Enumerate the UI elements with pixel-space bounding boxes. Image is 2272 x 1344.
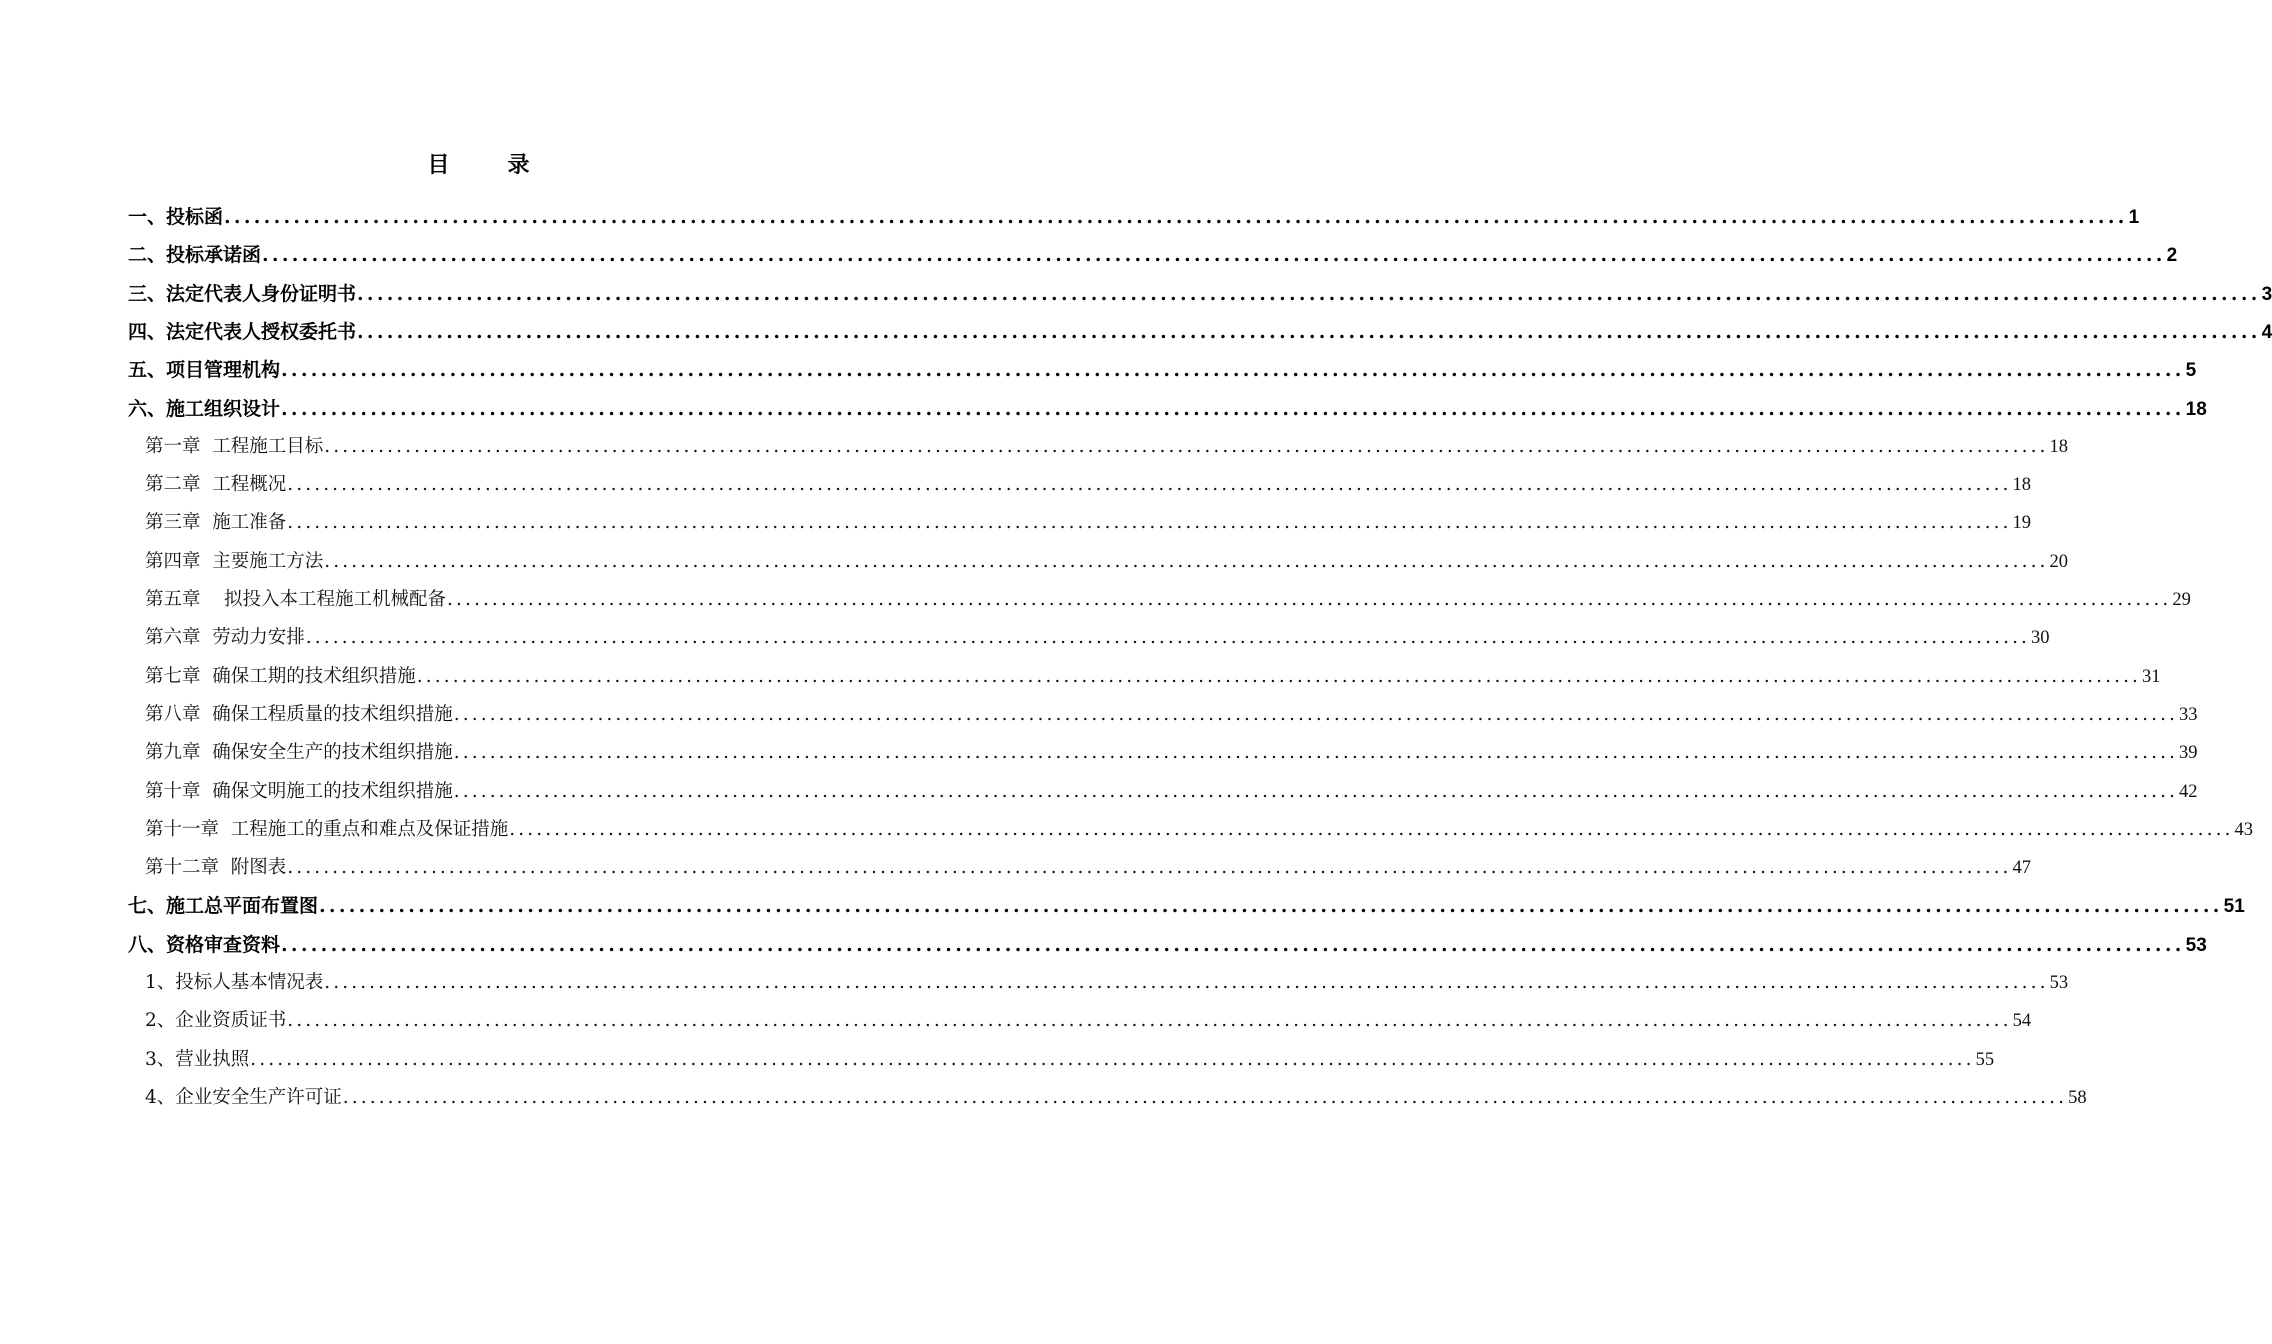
toc-entry-label: 三、法定代表人身份证明书 — [128, 282, 357, 305]
toc-entry[interactable] — [145, 623, 2050, 653]
toc-entry-label: 五、项目管理机构 — [128, 359, 281, 382]
toc-entry-label: 1、投标人基本情况表 — [145, 972, 324, 993]
toc-entry[interactable] — [145, 1083, 2087, 1113]
toc-entry-label: 第二章 工程概况 — [145, 474, 287, 496]
toc-entry[interactable] — [145, 853, 2032, 883]
toc-entry[interactable] — [145, 1006, 2032, 1036]
toc-entry[interactable] — [145, 470, 2032, 500]
toc-page-number: 58 — [2068, 1087, 2087, 1108]
toc-leader-dots: ................................................................................................................................................................................................ — [509, 818, 2234, 840]
toc-leader-dots: ................................................................................................................................................................................................ — [342, 1086, 2068, 1108]
toc-entry-label: 2、企业资质证书 — [145, 1010, 287, 1032]
toc-page-number: 51 — [2223, 896, 2245, 918]
toc-leader-dots: ................................................................................................................................................................................................ — [453, 742, 2179, 764]
toc-page-number: 1 — [2128, 207, 2140, 228]
toc-leader-dots: ................................................................................................................................................................................................ — [324, 435, 2049, 457]
toc-page-number: 53 — [2185, 934, 2207, 956]
toc-page-number: 18 — [2012, 475, 2032, 496]
toc-leader-dots: ................................................................................................................................................................................................ — [319, 895, 2223, 918]
toc-entry-label: 第六章 劳动力安排 — [145, 627, 305, 649]
toc-page-number: 43 — [2234, 819, 2254, 840]
toc-page-number: 31 — [2142, 666, 2161, 687]
toc-entry-label: 第八章 确保工程质量的技术组织措施 — [145, 703, 453, 725]
toc-entry[interactable] — [145, 700, 2198, 730]
toc-leader-dots: ................................................................................................................................................................................................ — [281, 359, 2185, 382]
toc-page-number: 2 — [2166, 245, 2178, 267]
toc-page-number: 30 — [2031, 628, 2050, 649]
toc-entry-label: 第五章 拟投入本工程施工机械配备 — [145, 589, 447, 610]
toc-entry[interactable] — [128, 240, 2178, 270]
toc-page-number: 3 — [2261, 283, 2272, 305]
toc-entry[interactable] — [145, 585, 2191, 615]
toc-page-number: 19 — [2012, 513, 2032, 534]
toc-page-number: 53 — [2049, 973, 2069, 993]
toc-entry-label: 四、法定代表人授权委托书 — [128, 320, 357, 343]
toc-page-number: 55 — [1975, 1049, 1995, 1070]
toc-entry[interactable] — [145, 815, 2254, 845]
toc-entry-label: 六、施工组织设计 — [128, 397, 281, 420]
toc-entry-label: 第九章 确保安全生产的技术组织措施 — [145, 742, 453, 764]
toc-page-number: 33 — [2179, 704, 2198, 725]
toc-leader-dots: ................................................................................................................................................................................................ — [262, 244, 2166, 267]
toc-leader-dots: ................................................................................................................................................................................................ — [324, 972, 2049, 993]
toc-entry-label: 第十二章 附图表 — [145, 857, 287, 879]
toc-leader-dots: ................................................................................................................................................................................................ — [287, 857, 2012, 879]
toc-page-number: 42 — [2179, 781, 2198, 802]
toc-page-number: 4 — [2261, 321, 2272, 343]
toc-page-number: 5 — [2185, 360, 2197, 382]
toc-entry-label: 4、企业安全生产许可证 — [145, 1086, 342, 1108]
toc-page-number: 20 — [2049, 551, 2069, 572]
toc-entry-label: 七、施工总平面布置图 — [128, 895, 319, 918]
toc-entry[interactable] — [128, 279, 2272, 309]
toc-entry[interactable] — [128, 355, 2197, 385]
toc-leader-dots: ................................................................................................................................................................................................ — [447, 589, 2172, 610]
toc-page-number: 18 — [2185, 398, 2207, 420]
toc-leader-dots: ................................................................................................................................................................................................ — [287, 1010, 2012, 1032]
toc-entry[interactable] — [145, 738, 2198, 768]
toc-entry[interactable] — [145, 777, 2198, 807]
toc-entry[interactable] — [128, 930, 2207, 960]
toc-page-number: 29 — [2172, 590, 2191, 610]
toc-entry[interactable] — [145, 968, 2069, 998]
toc-page-number: 18 — [2049, 436, 2069, 457]
toc-entry-label: 第三章 施工准备 — [145, 512, 287, 534]
toc-entry[interactable] — [128, 202, 2140, 232]
toc-entry[interactable] — [128, 317, 2272, 347]
toc-leader-dots: ................................................................................................................................................................................................ — [287, 474, 2012, 496]
toc-entry-label: 3、营业执照 — [145, 1048, 250, 1070]
toc-leader-dots: ................................................................................................................................................................................................ — [287, 512, 2012, 534]
toc-entry-label: 二、投标承诺函 — [128, 244, 262, 267]
toc-leader-dots: ................................................................................................................................................................................................ — [281, 933, 2185, 956]
toc-leader-dots: ................................................................................................................................................................................................ — [416, 665, 2142, 687]
toc-entry[interactable] — [128, 891, 2245, 921]
toc-page-number: 54 — [2012, 1011, 2032, 1032]
toc-entry-label: 八、资格审查资料 — [128, 933, 281, 956]
toc-leader-dots: ................................................................................................................................................................................................ — [324, 550, 2049, 572]
toc-leader-dots: ................................................................................................................................................................................................ — [453, 703, 2179, 725]
toc-entry-label: 第十一章 工程施工的重点和难点及保证措施 — [145, 818, 509, 840]
toc-leader-dots: ................................................................................................................................................................................................ — [357, 320, 2261, 343]
toc-entry-label: 第四章 主要施工方法 — [145, 550, 324, 572]
toc-leader-dots: ................................................................................................................................................................................................ — [305, 627, 2031, 649]
toc-entry-label: 第十章 确保文明施工的技术组织措施 — [145, 780, 453, 802]
page-title: 目 录 — [427, 152, 548, 178]
toc-leader-dots: ................................................................................................................................................................................................ — [453, 780, 2179, 802]
toc-leader-dots: ................................................................................................................................................................................................ — [357, 282, 2261, 305]
toc-leader-dots: ................................................................................................................................................................................................ — [224, 206, 2128, 228]
toc-entry-label: 一、投标函 — [128, 206, 224, 228]
toc-entry-label: 第七章 确保工期的技术组织措施 — [145, 665, 416, 687]
toc-entry[interactable] — [145, 662, 2161, 692]
toc-leader-dots: ................................................................................................................................................................................................ — [281, 397, 2185, 420]
toc-entry[interactable] — [145, 432, 2069, 462]
toc-entry[interactable] — [145, 547, 2069, 577]
toc-entry[interactable] — [145, 1045, 1995, 1075]
toc-entry[interactable] — [145, 508, 2032, 538]
toc-leader-dots: ................................................................................................................................................................................................ — [250, 1048, 1975, 1070]
toc-page-number: 47 — [2012, 858, 2032, 879]
toc-entry-label: 第一章 工程施工目标 — [145, 435, 324, 457]
toc-entry[interactable] — [128, 394, 2207, 424]
toc-page-number: 39 — [2179, 743, 2198, 764]
